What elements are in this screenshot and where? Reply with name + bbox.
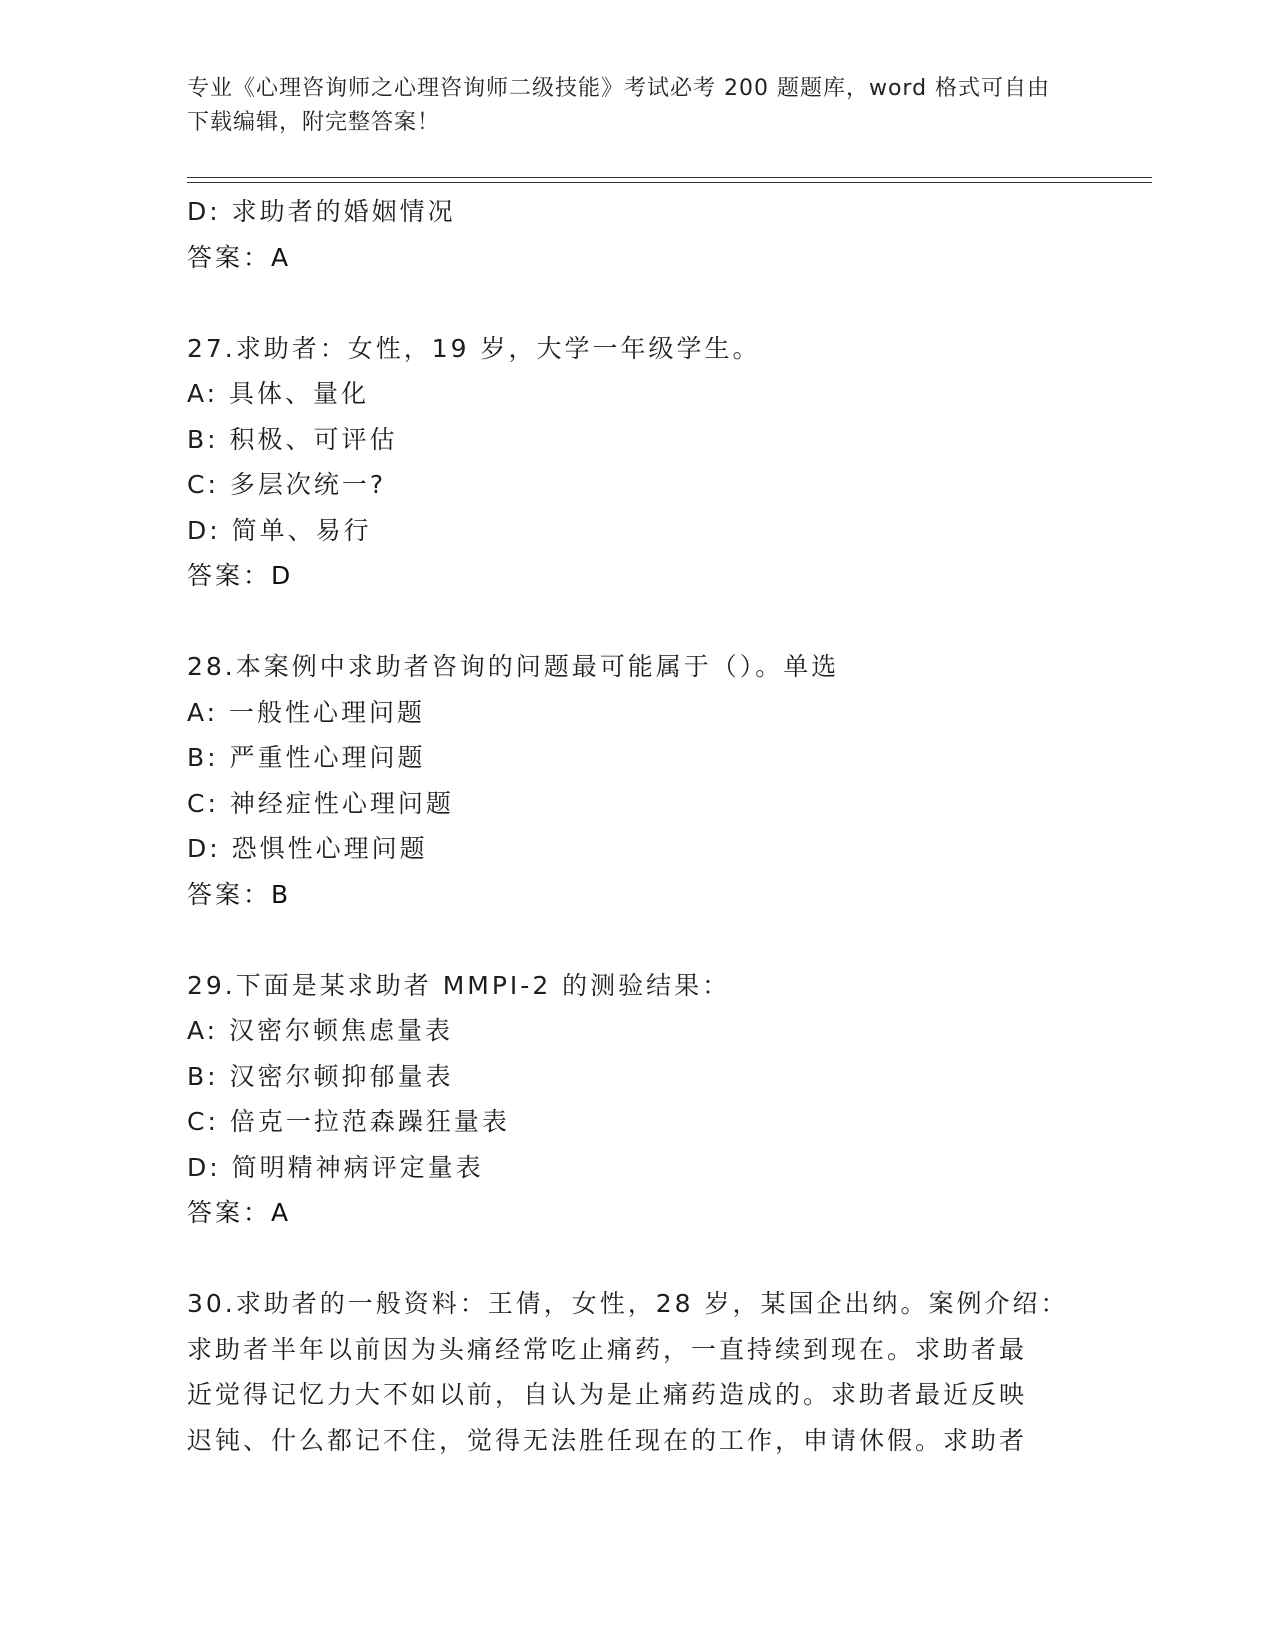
question-28-option-c: C: 神经症性心理问题 [187,788,454,818]
document-body [187,189,1087,1463]
question-29-option-a: A: 汉密尔顿焦虑量表 [187,1016,454,1045]
question-29-answer: 答案：A [187,1198,292,1227]
header-rule-top [187,177,1152,178]
question-28-option-a: A: 一般性心理问题 [187,697,426,727]
spacer [187,1236,1087,1282]
spacer [187,280,1087,326]
question-29-option-d: D: 简明精神病评定量表 [187,1152,484,1182]
question-29-option-c: C: 倍克一拉范森躁狂量表 [187,1107,510,1136]
question-30-line: 近觉得记忆力大不如以前，自认为是止痛药造成的。求助者最近反映 [187,1380,1028,1409]
question-27-option-a: A: 具体、量化 [187,379,370,408]
question-30-line: 30.求助者的一般资料：王倩，女性，28 岁，某国企出纳。案例介绍： [187,1289,1069,1318]
spacer [187,599,1087,645]
question-27-option-b: B: 积极、可评估 [187,424,398,454]
question-27-option-d: D: 简单、易行 [187,515,372,545]
question-28-option-b: B: 严重性心理问题 [187,743,426,772]
question-26-option-d: D: 求助者的婚姻情况 [187,197,456,226]
question-26-answer: 答案：A [187,242,292,272]
spacer [187,917,1087,963]
question-29-stem: 29.下面是某求助者 MMPI-2 的测验结果： [187,970,731,1000]
question-28-option-d: D: 恐惧性心理问题 [187,834,428,863]
question-28-answer: 答案：B [187,879,292,909]
question-29-option-b: B: 汉密尔顿抑郁量表 [187,1061,454,1091]
question-30-stem [187,1281,1087,1463]
question-30-line: 迟钝、什么都记不住，觉得无法胜任现在的工作，申请休假。求助者 [187,1425,1028,1455]
question-30-line: 求助者半年以前因为头痛经常吃止痛药，一直持续到现在。求助者最 [187,1334,1028,1364]
question-27-option-c: C: 多层次统一? [187,470,387,499]
question-27-stem: 27.求助者：女性，19 岁，大学一年级学生。 [187,333,761,363]
question-27-answer: 答案：D [187,561,294,590]
header-rule-bottom [187,182,1152,183]
document-header: 专业《心理咨询师之心理咨询师二级技能》考试必考 200 题题库，word 格式可自由下载编辑，附完整答案！ [187,76,1051,135]
question-28-stem: 28.本案例中求助者咨询的问题最可能属于（）。单选 [187,652,840,681]
